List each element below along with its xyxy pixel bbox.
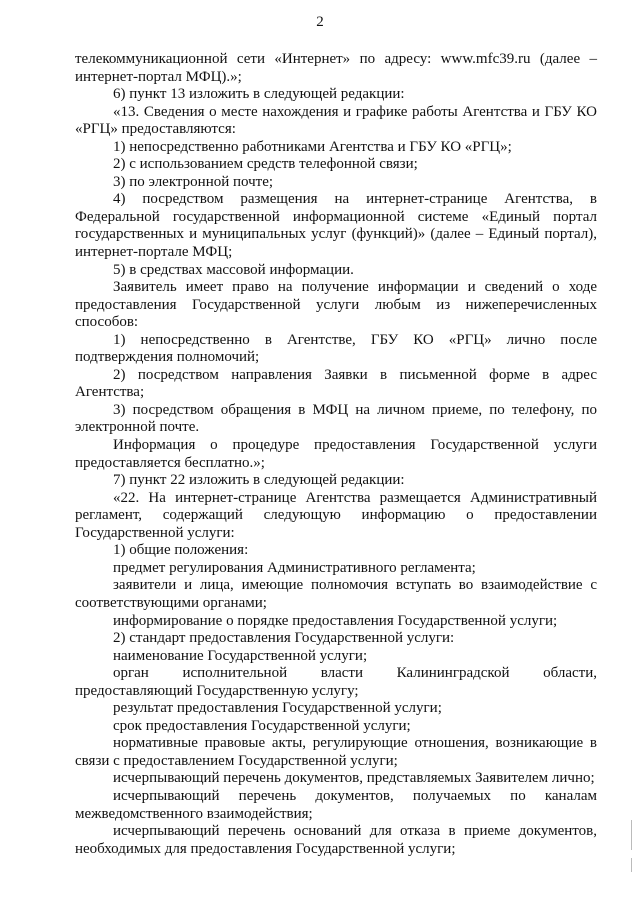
scan-edge-mark (631, 820, 632, 850)
paragraph: срок предоставления Государственной услуги; (113, 717, 411, 734)
paragraph: Информация о процедуре предоставления Государственной услуги предоставляется бесплатно.»; (75, 437, 597, 471)
paragraph: 1) общие положения: (113, 542, 249, 559)
paragraph: нормативные правовые акты, регулирующие отношения, возникающие в связи с предоставлением Государственной услуги; (75, 735, 597, 769)
paragraph: 2) посредством направления Заявки в письменной форме в адрес Агентства; (75, 366, 597, 401)
paragraph: 1) непосредственно в Агентстве, ГБУ КО «РГЦ» лично после подтверждения полномочий; (75, 331, 597, 366)
paragraph: Заявитель имеет право на получение информации и сведений о ходе предоставления Государственной услуги любым из нижеперечисленных способов: (75, 279, 597, 331)
paragraph: 6) пункт 13 изложить в следующей редакции: (113, 86, 405, 103)
paragraph: исчерпывающий перечень документов, представляемых Заявителем лично; (113, 770, 595, 787)
paragraph: «22. На интернет-странице Агентства размещается Административный регламент, содержащий следующую информацию о предоставлении Государственной услуги: (75, 489, 597, 541)
scan-edge-mark (631, 858, 632, 872)
document-body (75, 51, 597, 858)
paragraph: 4) посредством размещения на интернет-странице Агентства, в Федеральной государственной информационной системе «Единый портал государственных и муниципальных услуг (функций)» (далее – Единый портал), интернет-портале МФЦ; (75, 191, 597, 261)
paragraph: 1) непосредственно работниками Агентства и ГБУ КО «РГЦ»; (113, 138, 512, 155)
paragraph: 3) посредством обращения в МФЦ на личном приеме, по телефону, по электронной почте. (75, 401, 597, 436)
paragraph: орган исполнительной власти Калининградской области, предоставляющий Государственную услугу; (75, 665, 597, 699)
paragraph: 2) стандарт предоставления Государственной услуги: (113, 630, 455, 647)
page-number: 2 (316, 14, 324, 30)
paragraph: «13. Сведения о месте нахождения и графике работы Агентства и ГБУ КО «РГЦ» предоставляются: (75, 103, 597, 138)
paragraph: результат предоставления Государственной услуги; (113, 700, 442, 717)
paragraph: информирование о порядке предоставления Государственной услуги; (113, 612, 558, 629)
paragraph: 3) по электронной почте; (113, 173, 274, 190)
paragraph: предмет регулирования Административного регламента; (113, 559, 476, 576)
paragraph: заявители и лица, имеющие полномочия вступать во взаимодействие с соответствующими органами; (75, 577, 597, 611)
paragraph: исчерпывающий перечень документов, получаемых по каналам межведомственного взаимодействия; (75, 787, 597, 822)
paragraph: наименование Государственной услуги; (113, 647, 368, 664)
paragraph: 2) с использованием средств телефонной связи; (113, 156, 418, 173)
paragraph: 7) пункт 22 изложить в следующей редакции: (113, 472, 405, 489)
paragraph: телекоммуникационной сети «Интернет» по адресу: www.mfc39.ru (далее – интернет-портал МФЦ).»; (75, 51, 597, 85)
paragraph: 5) в средствах массовой информации. (113, 261, 354, 278)
paragraph: исчерпывающий перечень оснований для отказа в приеме документов, необходимых для предоставления Государственной услуги; (75, 823, 597, 857)
